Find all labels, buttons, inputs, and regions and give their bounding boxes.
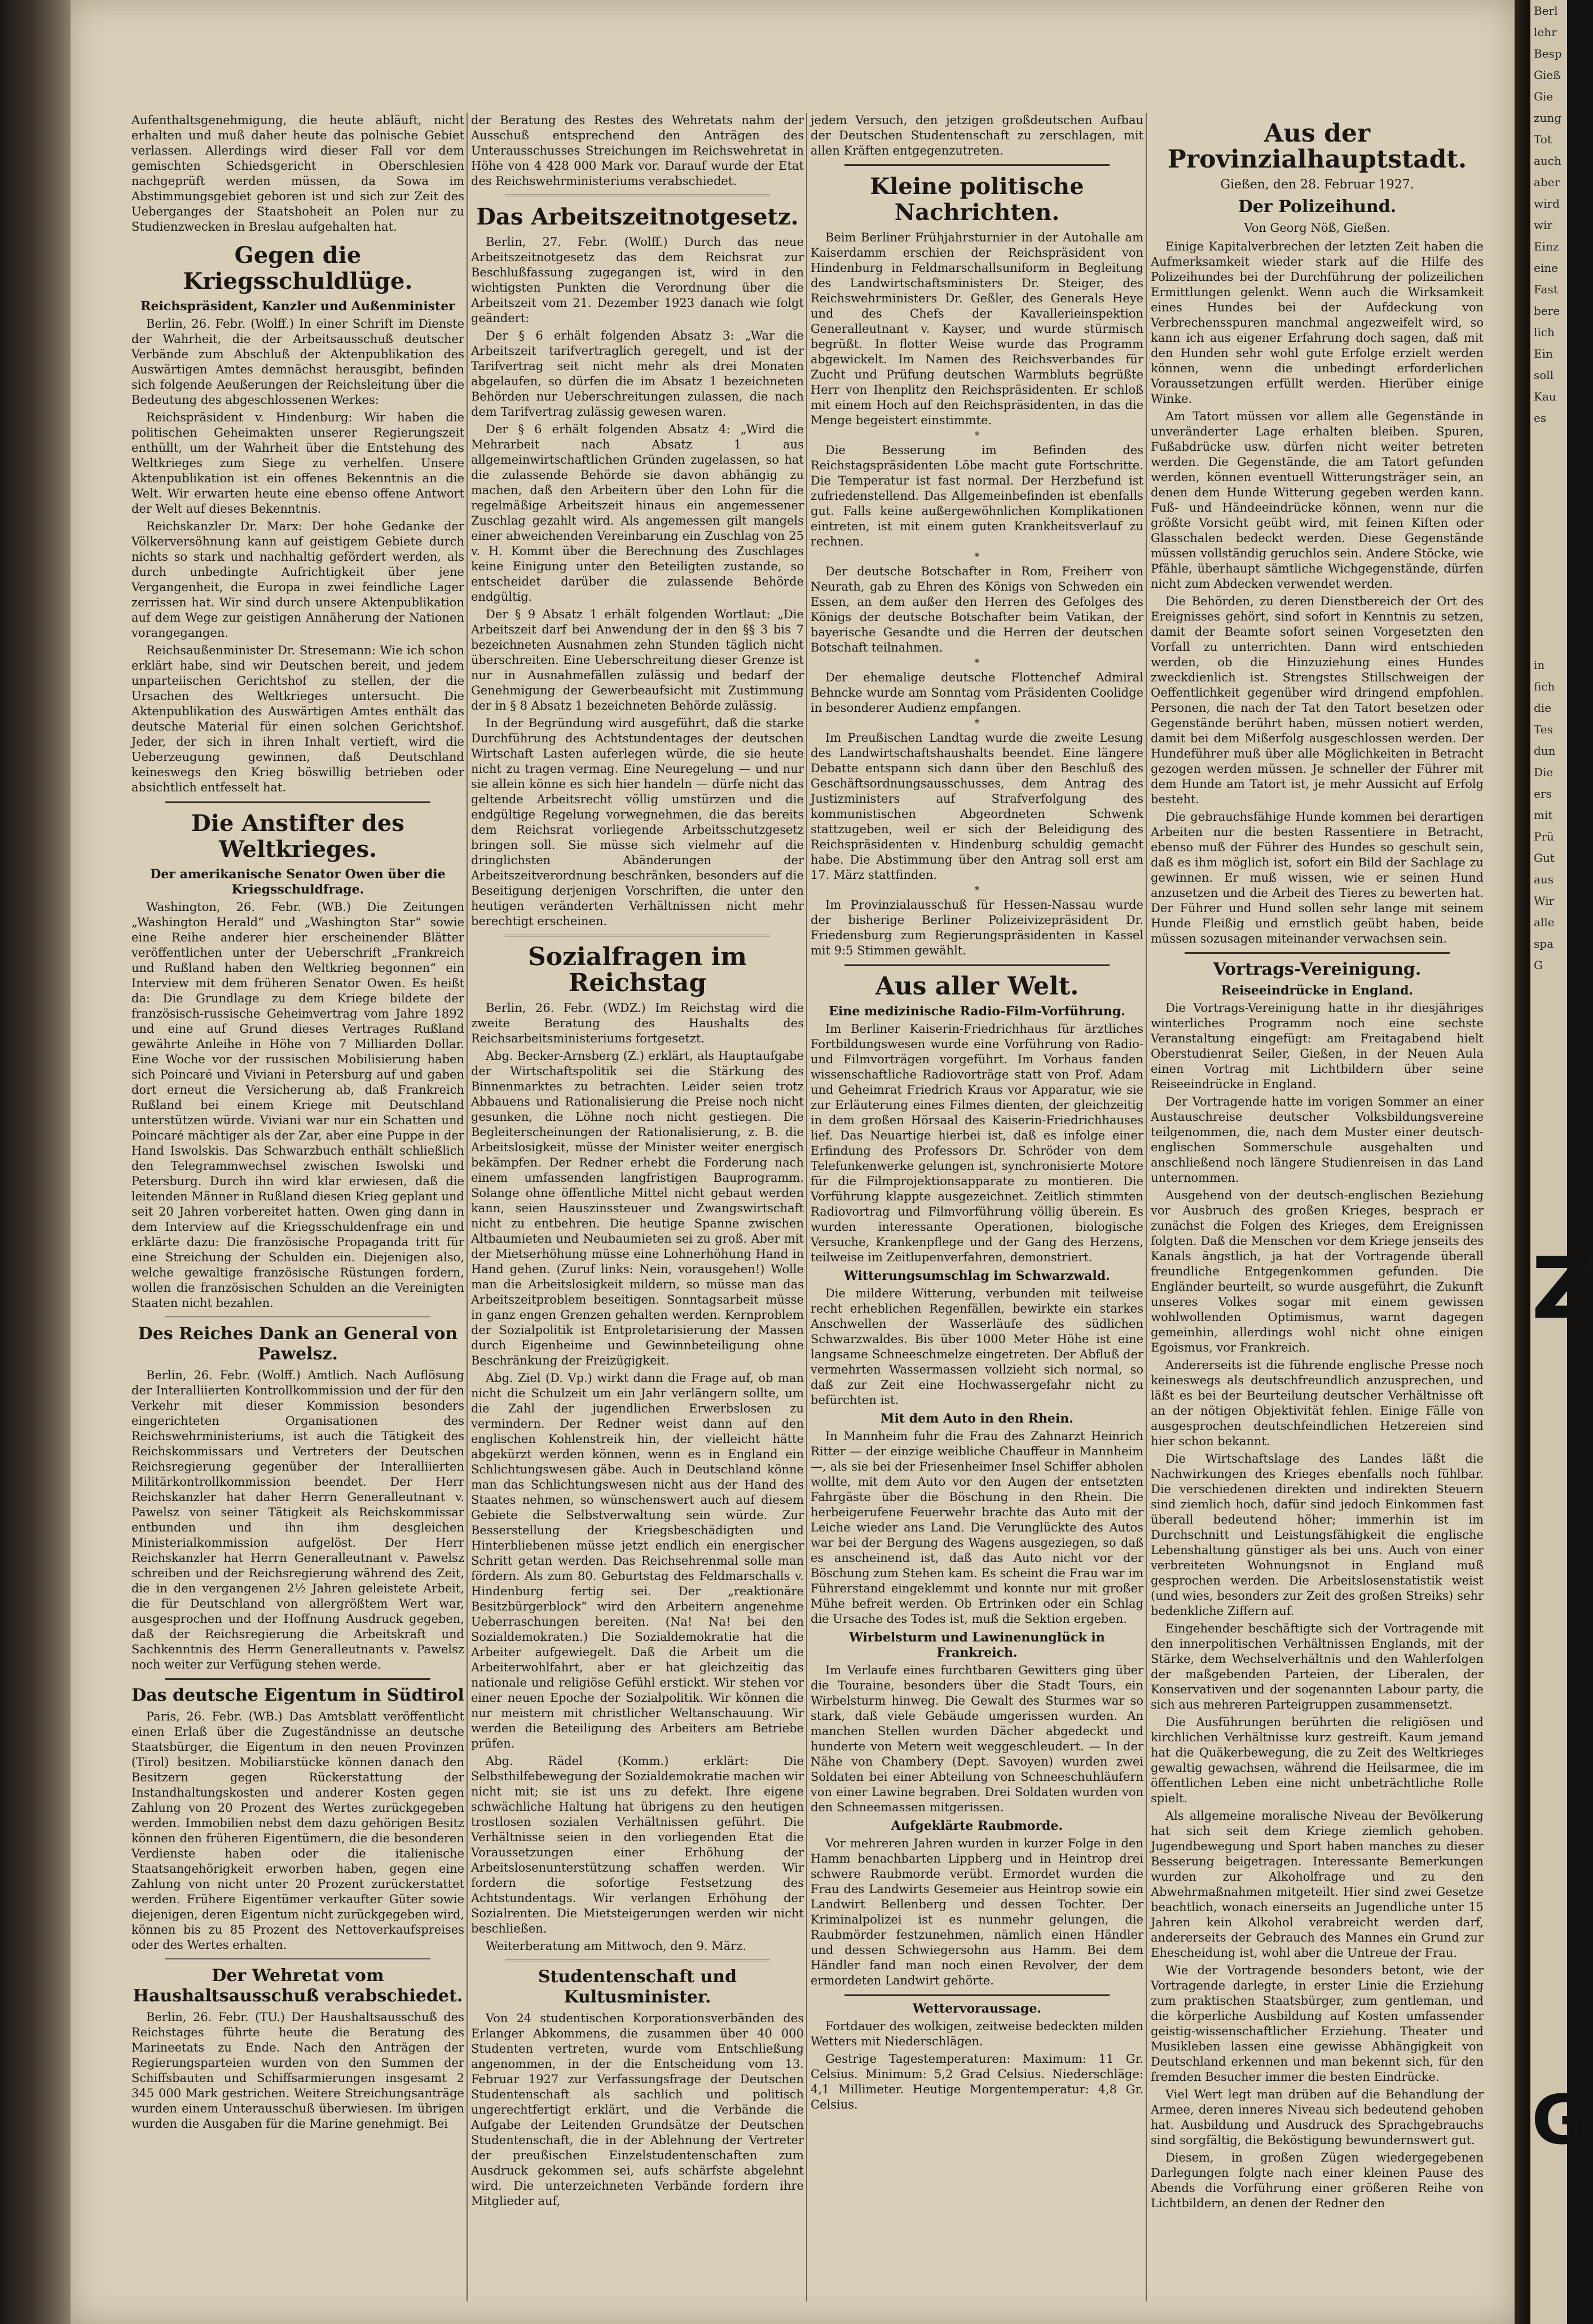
adjacent-page-line: aus: [1534, 873, 1554, 886]
adjacent-page-line: die: [1534, 701, 1552, 715]
adjacent-page-line: wird: [1534, 197, 1560, 210]
paragraph: Reichskanzler Dr. Marx: Der hohe Gedanke der Völkerversöhnung kann auf geistigem Gebiete durch nichts so stark und nachhaltig gefördert werden, als durch unbedingte Aufrichtigkeit über jene Vergangenheit, die Europa in zwei feindliche Lager zerrissen hat. Wir sind durch unsere Aktenpublikation auf dem Wege zur geistigen Annäherung der Nationen vorangegangen.: [131, 520, 464, 640]
adjacent-page-line: lehr: [1534, 25, 1557, 39]
column-rule: [806, 113, 807, 2301]
adjacent-page-line: Tot: [1534, 133, 1552, 146]
paragraph: Abg. Becker-Arnsberg (Z.) erklärt, als Hauptaufgabe der Wirtschaftspolitik sei die Stärkung des Binnenmarktes zu betrachten. Leider seien trotz Abbauens und Rationalisierung die Preise noch nicht gesunken, die Löhne noch nicht gestiegen. Die Begleiterscheinungen der Rationalisierung, z. B. die Arbeitslosigkeit, müsse der Minister weiter energisch bekämpfen. Der Redner erhebt die Forderung nach einem umfassenden langfristigen Bauprogramm. Solange ohne öffentliche Mittel nicht gebaut werden kann, seien Hauszinssteuer und Zwangswirtschaft nicht zu entbehren. Die heutige Spanne zwischen Altbaumieten und Neubaumieten sei zu groß. Aber mit der Mietserhöhung müsse eine Lohnerhöhung Hand in Hand gehen. (Zuruf links: Nein, vorausgehen!) Wolle man die Arbeitslosigkeit mildern, so müsse man das Arbeitszeitproblem beseitigen. Sonntagsarbeit müsse in ganz engen Grenzen gehalten werden. Kernproblem der Sozialpolitik ist Entproletarisierung der Massen durch Eigenheime und Gewinnbeteiligung ohne Beschränkung der Freizügigkeit.: [471, 1049, 804, 1367]
paragraph: Die Besserung im Befinden des Reichstagspräsidenten Löbe macht gute Fortschritte. Die Temperatur ist fast normal. Der Herzbefund ist zufriedenstellend. Das Allgemeinbefinden ist ebenfalls gut. Falls keine außergewöhnlichen Komplikationen eintreten, ist mit einem guten Krankheitsverlauf zu rechnen.: [811, 443, 1143, 548]
headline-suedtirol: Das deutsche Eigentum in Südtirol: [131, 1685, 464, 1705]
adjacent-page-line: eine: [1534, 261, 1558, 275]
column-rule: [467, 113, 468, 2301]
paragraph: Beim Berliner Frühjahrsturnier in der Autohalle am Kaiserdamm erschien der Reichspräsident von Hindenburg in Feldmarschallsuniform in Begleitung des Landwirtschaftsministers Dr. Steiger, des Reichswehrministers Dr. Geßler, des Generals Heye und des Chefs der Kavallerieinspektion Generalleutnant v. Kayser, und wurde stürmisch begrüßt. In flotter Weise wurde das Programm abgewickelt. Im Namen des Reichsverbandes für Zucht und Prüfung deutschen Warmbluts begrüßte Herr von Ihenplitz den Reichspräsidenten. Er schloß mit einem Hoch auf den Reichspräsidenten, in das die Menge begeistert einstimmte.: [811, 231, 1143, 427]
paragraph: Washington, 26. Febr. (WB.) Die Zeitungen „Washington Herald“ und „Washington Star“ sowie eine Reihe anderer hier erscheinender Blätter veröffentlichen unter der Ueberschrift „Frankreich und Rußland haben den Weltkrieg begonnen“ ein Interview mit dem früheren Senator Owen. Es heißt da: Die Grundlage zu dem Kriege bildete der französisch-russische Geheimvertrag vom Jahre 1892 und eine auf Grund dieses Vertrages Rußland gewährte Anleihe in Höhe von 7 Milliarden Dollar. Eine Woche vor der russischen Mobilisierung haben sich Poincaré und Viviani in Petersburg auf und gaben dort erneut die Versicherung ab, daß Frankreich Rußland bei einem Kriege mit Deutschland unterstützen würde. Viviani war nur ein Schatten und Poincaré mächtiger als der Zar, aber eine Puppe in der Hand Iswolskis. Das Schwarzbuch enthält schließlich den Telegrammwechsel zwischen Iswolski und Petersburg. Durch ihn wird klar erwiesen, daß die leitenden Männer in Rußland diesen Krieg geplant und seit 20 Jahren vorbereitet hatten. Owen ging dann in dem Interview auf die Kriegsschuldenfrage ein und erklärte dazu: Die französische Propaganda tritt für eine Streichung der Schulden ein. Diejenigen also, welche gewaltige französische Rüstungen fordern, wollen die französischen Schulden an die Vereinigten Staaten nicht bezahlen.: [131, 900, 464, 1310]
separator-star: *: [974, 430, 980, 442]
adjacent-page-line: alle: [1534, 915, 1555, 929]
headline-aus-aller-welt: Aus aller Welt.: [875, 972, 1079, 1001]
adjacent-page-line: ers: [1534, 787, 1552, 800]
divider: [844, 1994, 1110, 1996]
subheadline: Aufgeklärte Raubmorde.: [891, 1819, 1063, 1833]
adjacent-page-line: mit: [1534, 808, 1553, 822]
paragraph: Als allgemeine moralische Niveau der Bevölkerung hat sich seit dem Kriege ziemlich gehoben. Jugendbewegung und Sport haben manches zu dieser Besserung beigetragen. Interessante Bemerkungen wurden zur Alkoholfrage und zu den Abwehrmaßnahmen mitgeteilt. Hier sind zwei Gesetze beachtlich, wonach einerseits an Jugendliche unter 15 Jahren kein Alkohol verabreicht werden darf, andererseits der Gebrauch des Mannes ein Grund zur Ehescheidung ist, wohl aber die Untreue der Frau.: [1151, 1809, 1484, 1960]
subheadline: Wirbelsturm und Lawinenunglück in Frankreich.: [849, 1630, 1105, 1660]
paragraph: Gestrige Tagestemperaturen: Maximum: 11 Gr. Celsius. Minimum: 5,2 Grad Celsius. Niederschläge: 4,1 Millimeter. Heutige Morgentemperatur: 4,8 Gr. Celsius.: [811, 2052, 1143, 2111]
adjacent-page-line: wir: [1534, 218, 1553, 232]
adjacent-page-line: spa: [1534, 937, 1554, 950]
adjacent-page-line: Einz: [1534, 240, 1559, 253]
headline-wehretat: Der Wehretat vom Haushaltsausschuß verabschiedet.: [133, 1966, 463, 2006]
paragraph: Berlin, 26. Febr. (TU.) Der Haushaltsausschuß des Reichstages führte heute die Beratung des Marineetats zu Ende. Nach den Anträgen der Regierungsparteien wurden von den Summen der Schiffsbauten und Schiffsarmierungen insgesamt 2 345 000 Mark gestrichen. Weitere Streichungsanträge wurden einem Unterausschuß überwiesen. Im übrigen wurden die Ausgaben für die Marine genehmigt. Bei: [131, 2010, 464, 2131]
column-4: [1151, 113, 1484, 2301]
paragraph: Reichspräsident v. Hindenburg: Wir haben die politischen Geheimakten unserer Regierungszeit enthüllt, um der Wahrheit über die Entstehung des Weltkrieges zum Siege zu verhelfen. Unsere Aktenpublikation ist ein offenes Bekenntnis an die Welt. Wir erwarten heute eine ebenso offene Antwort der Welt auf dieses Bekenntnis.: [131, 411, 464, 516]
paragraph: Fortdauer des wolkigen, zeitweise bedeckten milden Wetters mit Niederschlägen.: [811, 2019, 1143, 2048]
dateline: Gießen, den 28. Februar 1927.: [1220, 178, 1414, 192]
headline-pawelsz: Des Reiches Dank an General von Pawelsz.: [138, 1324, 458, 1364]
paragraph: Ausgehend von der deutsch-englischen Beziehung vor Ausbruch des großen Krieges, besprach er zunächst die Folgen des Krieges, dem Ereignissen folgten. Daß die Menschen vor dem Kriege jenseits des Kanals ängstlich, ja hat der Vortragende überall freundliche Entgegenkommen gefunden. Die Engländer beurteilt, so wurde ausgeführt, die Zukunft unseres Volkes sogar mit einem gewissen wohlwollenden Optimismus, warnt dagegen gemeinhin, allerdings wohl nicht ohne einigen Egoismus, vor Frankreich.: [1151, 1189, 1484, 1354]
paragraph: Abg. Ziel (D. Vp.) wirkt dann die Frage auf, ob man nicht die Schulzeit um ein Jahr verlängern sollte, um die Zahl der jugendlichen Erwerbslosen zu vermindern. Der Redner weist dann auf den englischen Kohlenstreik hin, der vielleicht hätte abgekürzt werden können, wenn es in England ein Schlichtungswesen gäbe. Auch in Deutschland könne man das Schlichtungswesen nicht aus der Hand des Staates nehmen, so wünschenswert auch auf diesem Gebiete die Selbstverwaltung sein würde. Zur Besserstellung der Kriegsbeschädigten und Hinterbliebenen müsse jetzt endlich ein energischer Schritt getan werden. Das Reichsehrenmal solle man fördern. Als zum 80. Geburtstag des Feldmarschalls v. Hindenburg fertig sei. Der „reaktionäre Besitzbürgerblock“ wird den Arbeitern angenehme Ueberraschungen bereiten. (Na! Na! bei den Sozialdemokraten.) Die Sozialdemokratie hat die Arbeiter aufgewiegelt. Daß die Arbeit um die Arbeiterwohlfahrt, aber er hat gleichzeitig das nationale und religiöse Gefühl erstickt. Wir stehen vor einer neuen Epoche der Sozialpolitik. Wir können die nur meistern mit christlicher Weltanschauung. Wir werden die Beteiligung des Arbeiters am Betriebe prüfen.: [471, 1371, 804, 1750]
headline-polizeihund: Der Polizeihund.: [1238, 197, 1397, 217]
adjacent-page-line: Die: [1534, 765, 1554, 779]
paragraph: Die Wirtschaftslage des Landes läßt die Nachwirkungen des Krieges ebenfalls noch fühlbar. Die verschiedenen direkten und indirekten Steuern sind ziemlich hoch, dafür sind jedoch Einkommen fast überall bedeutend höher; immerhin ist im Durchschnitt und Leistungsfähigkeit die englische Lebenshaltung günstiger als bei uns. Auch von einer verbreiteten Wohnungsnot in England muß gesprochen werden. Die Arbeitslosenstatistik weist (und wies, besonders zur Zeit des großen Streiks) sehr bedenkliche Ziffern auf.: [1151, 1452, 1484, 1618]
paragraph: Paris, 26. Febr. (WB.) Das Amtsblatt veröffentlicht einen Erlaß über die Zugeständnisse an deutsche Staatsbürger, die Eigentum in den neuen Provinzen (Tirol) besitzen. Mobiliarstücke können danach den Besitzern gegen Rückerstattung der Instandhaltungskosten und anderer Kosten gegen Zahlung von 20 Prozent des Wertes zurückgegeben werden. Immobilien nebst dem dazu gehörigen Besitz können den früheren Eigentümern, die die besonderen Verdienste haben oder die italienische Staatsangehörigkeit erworben haben, gegen eine Zahlung von nicht unter 20 Prozent zurückerstattet werden. Frühere Eigentümer verkaufter Güter sowie diejenigen, deren Eigentum nicht zurückgegeben wird, können bis zu 85 Prozent des Nettoverkaufspreises oder des Wertes erhalten.: [131, 1710, 464, 1952]
separator-star: *: [974, 657, 980, 669]
paragraph: Die Ausführungen berührten die religiösen und kirchlichen Verhältnisse kurz gestreift. Kaum jemand hat die Quäkerbewegung, die zu Zeit des Weltkrieges gewaltig gewachsen, während die Heilsarmee, die im öffentlichen Leben eine nicht unbeträchtliche Rolle spielt.: [1151, 1715, 1484, 1805]
adjacent-page-line: soll: [1534, 368, 1554, 382]
headline-provinzialhauptstadt: Aus der Provinzialhauptstadt.: [1167, 119, 1467, 174]
divider: [1185, 952, 1450, 954]
adjacent-page-line: Tes: [1534, 723, 1553, 736]
adjacent-page-line: aber: [1534, 175, 1560, 189]
paragraph: Aufenthaltsgenehmigung, die heute abläuft, nicht erhalten und muß daher heute das polnische Gebiet verlassen. Allerdings wird dieser Fall vor dem gemischten Schiedsgericht in Oberschlesien nachgeprüft werden müssen, da Sowa im Abstimmungsgebiet geboren ist und sich zur Zeit des Ueberganges der Staatshoheit an Polen nur zu Studienzwecken in Breslau aufgehalten hat.: [131, 113, 464, 234]
column-rule: [1146, 113, 1147, 2301]
paragraph: Im Preußischen Landtag wurde die zweite Lesung des Landwirtschaftshaushalts beendet. Eine längere Debatte entspann sich dann über den Beschluß des Geschäftsordnungsausschusses, dem Antrag des Justizministers auf Strafverfolgung des kommunistischen Abgeordneten Schwenk stattzugeben, weil er sich der Beleidigung des Reichspräsidenten v. Hindenburg schuldig gemacht habe. Die Abstimmung über den Antrag soll erst am 17. März stattfinden.: [811, 731, 1143, 882]
adjacent-page-line: Gieß: [1534, 68, 1561, 82]
paragraph: Die Vortrags-Vereinigung hatte in ihr diesjähriges winterliches Programm noch eine sechste Veranstaltung eingefügt: am Freitagabend hielt Oberstudienrat Seiler, Gießen, in der Neuen Aula einen Vortrag mit Lichtbildern über seine Reiseeindrücke in England.: [1151, 1001, 1484, 1091]
adjacent-page-line: Gie: [1534, 90, 1554, 103]
subheadline: Witterungsumschlag im Schwarzwald.: [844, 1269, 1110, 1283]
paragraph: Der § 6 erhält folgenden Absatz 3: „War die Arbeitszeit tarifvertraglich geregelt, und ist der Tarifvertrag seit nicht mehr als drei Monaten abgelaufen, so dürfen die im Absatz 1 bezeichneten Behörden nur Ueberschreitungen zulassen, die nach dem Tarifvertrag zulässig gewesen waren.: [471, 329, 804, 419]
headline-arbeitszeitnotgesetz: Das Arbeitszeitnotgesetz.: [476, 204, 799, 230]
paragraph: Berlin, 26. Febr. (Wolff.) Amtlich. Nach Auflösung der Interalliierten Kontrollkommission und der für den Verkehr mit dieser Kommission besonders eingerichteten Organisationen des Reichswehrministeriums, ist auch die Tätigkeit des Reichskommissars und Vertreters der Deutschen Reichsregierung gegenüber der Interalliierten Militärkontrollkommission beendet. Der Herr Reichskanzler hat daher Herrn Generalleutnant v. Pawelsz von seiner Tätigkeit als Reichskommissar entbunden und ihn ihm desgleichen Ministerialkommission aufgelöst. Der Herr Reichskanzler hat Herrn Generalleutnant v. Pawelsz schreiben und der Reichsregierung während des Zeit, die in den vergangenen 2½ Jahren geleistete Arbeit, die für Deutschland von allergrößtem Wert war, ausgesprochen und der Hoffnung Ausdruck gegeben, daß der Reichsregierung die Arbeitskraft und Sachkenntnis des Herrn Generalleutnants v. Pawelsz noch weiter zur Verfügung stehen werde.: [131, 1368, 464, 1671]
byline: Von Georg Nöß, Gießen.: [1244, 221, 1390, 235]
headline-kriegsschuldluege: Gegen die Kriegsschuldlüge.: [183, 242, 413, 294]
subheadline: Mit dem Auto in den Rhein.: [881, 1411, 1073, 1426]
paragraph: In der Begründung wird ausgeführt, daß die starke Durchführung des Achtstundentages der deutschen Wirtschaft Lasten auferlegen würde, die sie heute nicht zu tragen vermag. Eine Neuregelung — und nur sie allein könne es sich hier handeln — dürfe nicht das geltende Arbeitsrecht völlig umstürzen und die endgültige Regelung vorwegnehmen, die das bereits dem Reichsrat vorliegende Arbeitsschutzgesetz bringen soll. Sie müsse sich vielmehr auf die dringlichsten Abänderungen der Arbeitszeitverordnung beschränken, besonders auf die Beseitigung derjenigen Vorschriften, die unter den heutigen veränderten Verhältnissen nicht mehr berechtigt erscheinen.: [471, 716, 804, 928]
paragraph: Andererseits ist die führende englische Presse noch keineswegs als deutschfreundlich anzusprechen, und läßt es bei der Beurteilung deutscher Verhältnisse oft an der nötigen Objektivität fehlen. Einige Fälle von ausgesprochen deutschfeindlichen Hetzereien sind hier schon bekannt.: [1151, 1358, 1484, 1448]
subheadline: Reichspräsident, Kanzler und Außenminister: [140, 299, 455, 314]
paragraph: der Beratung des Restes des Wehretats nahm der Ausschuß entsprechend den Anträgen des Unterausschusses Streichungen im Reichswehretat in Höhe von 4 428 000 Mark vor. Darauf wurde der Etat des Reichswehrministeriums verabschiedet.: [471, 113, 804, 188]
paragraph: Berlin, 26. Febr. (WDZ.) Im Reichstag wird die zweite Beratung des Haushalts des Reichsarbeitsministeriums fortgesetzt.: [471, 1001, 804, 1045]
headline-vortrags-vereinigung: Vortrags-Vereinigung.: [1213, 959, 1422, 979]
adjacent-page-line: Fast: [1534, 283, 1558, 296]
divider: [505, 195, 770, 196]
separator-star: *: [974, 718, 980, 729]
paragraph: Vor mehreren Jahren wurden in kurzer Folge in den Hamm benachbarten Lippberg und in Heintrop drei schwere Raubmorde verübt. Ermordet wurden die Frau des Landwirts Gesemeier aus Heintrop sowie ein Landwirt Bellenberg und dessen Tochter. Der Kriminalpolizei ist es nunmehr gelungen, die Raubmörder festzunehmen, nämlich einen Händler und dessen Schwiegersohn aus Hamm. Bei dem Händler fand man noch einen Revolver, der dem ermordeten Landwirt gehörte.: [811, 1837, 1143, 1987]
paragraph: Im Berliner Kaiserin-Friedrichhaus für ärztliches Fortbildungswesen wurde eine Vorführung von Radio- und Filmvorträgen vorgeführt. Im Vorhaus fanden wissenschaftliche Radiovorträge statt von Prof. Adam und Geheimrat Friedrich Kraus vor Apparatur, wie sie zur Erläuterung eines Filmes dienten, der gleichzeitig in dem großen Hörsaal des Kaiserin-Friedrichhauses lief. Das Neuartige hierbei ist, daß es infolge einer Erfindung des Professors Dr. Schröder von dem Telefunkenwerke gelungen ist, synchronisierte Motore für die Filmprojektionsapparate zu montieren. Die Vorführung klappte ausgezeichnet. Zeitlich stimmten Radiovortrag und Filmvorführung völlig überein. Es wurden interessante Operationen, biologische Versuche, Krankenpflege und der Gang des Herzens, teilweise im Zeitlupenverfahren, demonstriert.: [811, 1022, 1143, 1264]
adjacent-page-strip: [1530, 0, 1593, 2324]
adjacent-page-big-letter: G: [1532, 2081, 1587, 2160]
divider: [505, 935, 770, 936]
adjacent-page-line: Prü: [1534, 830, 1554, 843]
adjacent-page-line: Besp: [1534, 47, 1562, 60]
paragraph: Im Provinzialausschuß für Hessen-Nassau wurde der bisherige Berliner Polizeivizepräsident Dr. Friedensburg zum Regierungspräsidenten in Kassel mit 9:5 Stimmen gewählt.: [811, 898, 1143, 957]
paragraph: Der § 9 Absatz 1 erhält folgenden Wortlaut: „Die Arbeitszeit darf bei Anwendung der in den §§ 3 bis 7 bezeichneten Ausnahmen zehn Stunden täglich nicht überschreiten. Eine Ueberschreitung dieser Grenze ist nur in Ausnahmefällen zulässig und bedarf der Genehmigung der Gewerbeaufsicht mit Zustimmung der in § 8 Absatz 1 bezeichneten Behörde zulässig.: [471, 608, 804, 712]
divider: [165, 1317, 430, 1318]
paragraph: Reichsaußenminister Dr. Stresemann: Wie ich schon erklärt habe, sind wir Deutschen bereit, und jedem unparteiischen Gerichtshof zu stellen, der die Ursachen des Weltkrieges untersucht. Die Aktenpublikation des Auswärtigen Amtes enthält das deutsche Material für einen solchen Gerichtshof. Jeder, der sich in ihren Inhalt vertieft, wird die Ueberzeugung gewinnen, daß Deutschland keineswegs den Krieg böswillig betrieben oder absichtlich entfesselt hat.: [131, 644, 464, 794]
paragraph: Die Behörden, zu deren Dienstbereich der Ort des Ereignisses gehört, sind sofort in Kenntnis zu setzen, damit der Beamte sofort seinen Vorgesetzten den Vorfall zu unterrichten. Dann wird entschieden werden, ob die Hinzuziehung eines Hundes zweckdienlich ist. Strengstes Stillschweigen der Oeffentlichkeit gegenüber wird dringend empfohlen. Personen, die nach der Tat den Tatort besetzen oder Gegenstände berührt haben, müssen notiert werden, damit bei dem Mißerfolg ausgeschlossen werden. Der Hundeführer muß über alle Möglichkeiten in Betracht gezogen werden müssen. Je schneller der Führer mit dem Hunde am Tatort ist, je mehr Aussicht auf Erfolg besteht.: [1151, 595, 1484, 806]
paragraph: Abg. Rädel (Komm.) erklärt: Die Selbsthilfebewegung der Sozialdemokratie machen wir nicht mit; sie ist uns zu defekt. Ihre eigene schwächliche Haltung hat übrigens zu den heutigen trostlosen sozialen Verhältnissen geführt. Die Verhältnisse seien in den vorliegenden Etat die Voraussetzungen einer Erhöhung der Arbeitslosenunterstützung schaffen werden. Wir fordern die sofortige Festsetzung des Achtstundentags. Wir verlangen Erhöhung der Sozialrenten. Die Mietsteigerungen werden wir nicht beschließen.: [471, 1754, 804, 1935]
paragraph: Die gebrauchsfähige Hunde kommen bei derartigen Arbeiten nur die besten Rassentiere in Betracht, ebenso muß der Führer des Hundes so geschult sein, daß es ihm möglich ist, sofort ein Bild der Sachlage zu gewinnen. Er muß wissen, wie er seinen Hund anzusetzen und die Arbeit des Tieres zu bewerten hat. Der Führer und Hund sollen sehr lange mit seinem Hunde Fleißig und ernstlich geübt haben, beide müssen sozusagen miteinander verwachsen sein.: [1151, 810, 1484, 945]
column-3: [811, 113, 1143, 2301]
paragraph: Im Verlaufe eines furchtbaren Gewitters ging über die Touraine, besonders über die Stadt Tours, ein Wirbelsturm hinweg. Die Gewalt des Sturmes war so stark, daß viele Gebäude umgerissen wurden. An manchen Stellen wurden Dächer abgedeckt und hunderte von Metern weit weggeschleudert. — In der Nähe von Chambery (Dept. Savoyen) wurden zwei Soldaten bei einer Abteilung von Schneeschuhläufern von einer Lawine begraben. Drei Soldaten wurden von den Schneemassen mitgerissen.: [811, 1663, 1143, 1814]
separator-star: *: [974, 884, 980, 896]
adjacent-page-line: es: [1534, 411, 1547, 425]
adjacent-page-line: lich: [1534, 325, 1555, 339]
column-2: [471, 113, 804, 2301]
adjacent-page-line: bere: [1534, 304, 1560, 318]
subheadline: Reiseeindrücke in England.: [1221, 983, 1414, 998]
left-dark-margin: [0, 0, 71, 2324]
divider: [505, 1960, 770, 1961]
subheadline: Der amerikanische Senator Owen über die Kriegsschuldfrage.: [150, 867, 446, 897]
headline-anstifter: Die Anstifter des Weltkrieges.: [191, 810, 404, 862]
paragraph: Am Tatort müssen vor allem alle Gegenstände in unveränderter Lage erhalten bleiben. Spuren, Fußabdrücke usw. dürfen nicht weiter betreten werden. Die Gegenstände, die am Tatort gefunden werden, können eventuell Witterungsträger sein, an denen dem Hunde Witterung gegeben werden kann. Fuß- und Händeeindrücke können, wenn nur die größte Vorsicht geübt wird, mit feinen Kiften oder Glasschalen bedeckt werden. Diese Gegenstände müssen vollständig geruchlos sein. Andere Stöcke, wie Pfähle, überhaupt sämtliche Wichgegenstände, dürfen nicht zum Abdecken verwendet werden.: [1151, 410, 1484, 591]
adjacent-page-line: auch: [1534, 154, 1561, 168]
paragraph: Der ehemalige deutsche Flottenchef Admiral Behncke wurde am Sonntag vom Präsidenten Coolidge in besonderer Audienz empfangen.: [811, 671, 1143, 715]
divider: [165, 801, 430, 803]
paragraph: Diesem, in großen Zügen wiedergegebenen Darlegungen folgte nach einer kleinen Pause des Abends die Vorführung einer größeren Reihe von Lichtbildern, an denen der Redner den: [1151, 2151, 1484, 2210]
paragraph: Von 24 studentischen Korporationsverbänden des Erlanger Abkommens, die zusammen über 40 000 Studenten vertreten, wurde vom Entschließung angenommen, in der die Entscheidung vom 13. Februar 1927 zur Verfassungsfrage der Deutschen Studentenschaft als sachlich und politisch ungerechtfertigt erklärt, und die Verbände die Aufgabe der Leitenden Grundsätze der Deutschen Studentenschaft, die in der Ablehnung der Vertreter der preußischen Einzelstudentenschaften zum Ausdruck gekommen sei, aufs schärfste abgelehnt wird. Die unterzeichneten Verbände fordern ihre Mitglieder auf,: [471, 2012, 804, 2208]
paragraph: Wie der Vortragende besonders betont, wie der Vortragende darlegte, in erster Linie die Erziehung zum praktischen Staatsbürger, zum gentleman, und die körperliche Ausbildung auf Kosten umfassender geistig-wissenschaftlicher Erziehung. Theater und Musikleben lassen eine gewisse Abhängigkeit von Deutschland erkennen und man bekennt sich, für den fremden Besucher immer die besten Eindrücke.: [1151, 1964, 1484, 2084]
divider: [165, 1958, 430, 1960]
adjacent-page-line: fich: [1534, 680, 1555, 693]
headline-kleine-nachrichten: Kleine politische Nachrichten.: [870, 173, 1084, 226]
separator-star: *: [974, 551, 980, 563]
adjacent-page-line: Kau: [1534, 390, 1556, 403]
divider: [844, 964, 1110, 966]
adjacent-page-text: [1530, 0, 1567, 976]
paragraph: Die mildere Witterung, verbunden mit teilweise recht erheblichen Regenfällen, bewirkte ein starkes Anschwellen der Wasserläufe des südlichen Schwarzwaldes. Bis über 1000 Meter Höhe ist eine langsame Schneeschmelze eingetreten. Der Abfluß der vermehrten Wassermassen vollzieht sich normal, so daß zur Zeit eine Hochwassergefahr nicht zu befürchten ist.: [811, 1287, 1143, 1407]
paragraph: Der Vortragende hatte im vorigen Sommer an einer Austauschreise deutscher Volksbildungsvereine teilgenommen, die, nach dem Muster einer deutsch-englischen Sommerschule ausgehalten und anschließend noch längere Studienreisen in das Land unternommen.: [1151, 1095, 1484, 1185]
adjacent-page-line: Wir: [1534, 894, 1555, 908]
paragraph: Weiterberatung am Mittwoch, den 9. März.: [486, 1939, 746, 1953]
divider: [165, 1678, 430, 1680]
adjacent-page-line: zung: [1534, 111, 1562, 125]
paragraph: Berlin, 26. Febr. (Wolff.) In einer Schrift im Dienste der Wahrheit, die der Arbeitsausschuß deutscher Verbände zum Abschluß der Aktenpublikation des Auswärtigen Amtes demnächst herausgibt, befinden sich folgende Aeußerungen der Reichsleitung über die Bedeutung des abgeschlossenen Werkes:: [131, 317, 464, 407]
binding-gutter: [1515, 0, 1530, 2324]
paragraph: Eingehender beschäftigte sich der Vortragende mit den innerpolitischen Verhältnissen Englands, mit der Stärke, dem Wechselverhältnis und den Wahlerfolgen der maßgebenden Parteien, der Liberalen, der Konservativen und der sogenannten Labour party, die sich aus mehreren Parteigruppen zusammensetzt.: [1151, 1622, 1484, 1711]
column-1: [131, 113, 464, 2301]
adjacent-page-line: Ein: [1534, 347, 1553, 360]
paragraph: jedem Versuch, den jetzigen großdeutschen Aufbau der Deutschen Studentenschaft zu zerschlagen, mit allen Kräften entgegenzutreten.: [811, 113, 1143, 157]
adjacent-page-line: Berl: [1534, 4, 1558, 17]
paragraph: Viel Wert legt man drüben auf die Behandlung der Armee, deren inneres Niveau sich bedeutend gehoben hat. Ausbildung und Ausdruck des Sprachgebrauchs sind sorgfältig, die Beköstigung bewundernswert gut.: [1151, 2088, 1484, 2147]
divider: [844, 164, 1110, 166]
subheadline-wetter: Wettervoraussage.: [912, 2001, 1042, 2016]
adjacent-page-line: in: [1534, 658, 1545, 672]
adjacent-page-line: dun: [1534, 744, 1556, 758]
paragraph: Berlin, 27. Febr. (Wolff.) Durch das neue Arbeitszeitnotgesetz das dem Reichsrat zur Beschlußfassung zugegangen ist, wird in den wichtigsten Punkten die Verordnung über die Arbeitszeit vom 21. Dezember 1923 danach wie folgt geändert:: [471, 235, 804, 325]
paragraph: In Mannheim fuhr die Frau des Zahnarzt Heinrich Ritter — der einzige weibliche Chauffeur in Mannheim —, als sie bei der Friesenheimer Insel Schiffer abholen wollte, mit dem Auto vor den Augen der entsetzten Fahrgäste über die Böschung in den Rhein. Die herbeigerufene Feuerwehr brachte das Auto mit der Leiche wieder ans Land. Die Verunglückte des Autos war bei der Bergung des Wagens ausgeziegen, so daß es anscheinend ist, daß das Auto nicht vor der Böschung zum Stehen kam. Es scheint die Frau war im Führerstand eingeklemmt und konnte nur mit großer Mühe befreit werden. Ob Ertrinken oder ein Schlag die Ursache des Todes ist, muß die Sektion ergeben.: [811, 1429, 1143, 1626]
headline-sozialfragen: Sozialfragen im Reichstag: [527, 943, 747, 997]
adjacent-page-big-letter: Z: [1532, 1240, 1593, 1338]
adjacent-page-line: G: [1534, 958, 1543, 972]
paragraph: Der deutsche Botschafter in Rom, Freiherr von Neurath, gab zu Ehren des Königs von Schweden ein Essen, an dem außer den Herren des Gefolges des Königs der deutsche Botschafter beim Vatikan, der bayerische Gesandte und die Herren der deutschen Botschaft teilnahmen.: [811, 565, 1143, 654]
subheadline: Eine medizinische Radio-Film-Vorführung.: [829, 1004, 1125, 1019]
adjacent-page-line: Gut: [1534, 851, 1555, 865]
paragraph: Der § 6 erhält folgenden Absatz 4: „Wird die Mehrarbeit nach Absatz 1 aus allgemeinwirtschaftlichen Gründen zugelassen, so hat die zulassende Behörde sie davon abhängig zu machen, daß den Arbeitern über den Lohn für die regelmäßige Arbeitszeit hinaus ein angemessener Zuschlag gezahlt wird. Als angemessen gilt mangels einer abweichenden Vereinbarung ein Zuschlag von 25 v. H. Kommt über die Berechnung des Zuschlages keine Einigung unter den Beteiligten zustande, so entscheidet darüber die zulassende Behörde endgültig.: [471, 422, 804, 604]
headline-studentenschaft: Studentenschaft und Kultusminister.: [538, 1967, 737, 2007]
paragraph: Einige Kapitalverbrechen der letzten Zeit haben die Aufmerksamkeit wieder stark auf die Hilfe des Polizeihundes bei der Durchführung der polizeilichen Ermittlungen gelenkt. Wenn auch die Wirksamkeit eines Hundes bei der Aufdeckung von Verbrechensspuren manchmal angezweifelt wird, so kann ich aus eigener Erfahrung doch sagen, daß mit den Hunden sehr wohl gute Erfolge erzielt werden können, wenn die unbedingt erforderlichen Voraussetzungen erfüllt werden. Hierüber einige Winke.: [1151, 240, 1484, 406]
